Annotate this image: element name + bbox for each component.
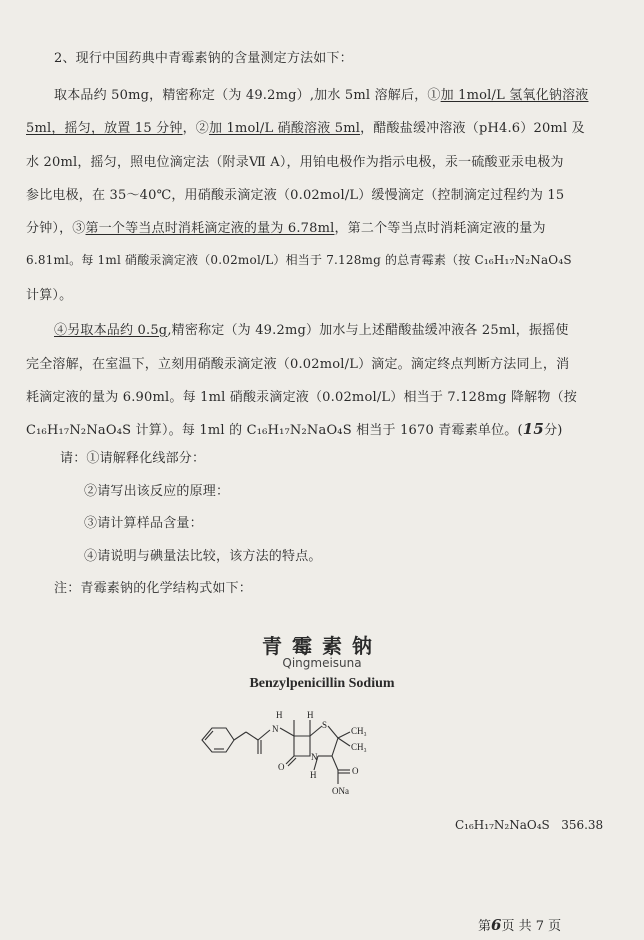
paragraph-2-line-2: 完全溶解，在室温下，立刻用硝酸汞滴定液（0.02mol/L）滴定。滴定终点判断方法同上，消 (26, 357, 570, 372)
question-1: 请：①请解释化线部分： (60, 451, 206, 466)
lactam-co-double-bond (288, 758, 296, 766)
text-span: C₁₆H₁₇N₂NaO₄S 计算）。每 1ml 的 C₁₆H₁₇N₂NaO₄S 相当于 1670 青霉素单位。( (26, 423, 523, 438)
atom-label: O (352, 766, 359, 776)
total-pages: 7 (535, 919, 545, 934)
paragraph-1-line-3: 水 20ml，摇匀，照电位滴定法（附录Ⅶ A），用铂电极作为指示电极，汞一硫酸亚汞电极为 (26, 155, 564, 170)
compound-name-cn: 青霉素钠 (262, 634, 382, 658)
molecular-weight: 356.38 (561, 818, 604, 832)
beta-lactam-ring (294, 736, 310, 756)
underlined-phrase-2: 5ml，摇匀，放置 15 分钟 (26, 121, 183, 136)
atom-label: CH₃ (351, 726, 367, 736)
footer-text: 页 共 (501, 919, 532, 934)
text-span: 分) (544, 423, 563, 438)
methyl-bond (338, 738, 350, 746)
underlined-phrase-5: ④另取本品约 0.5g (54, 323, 168, 338)
atom-label: ONa (332, 786, 349, 796)
paragraph-2-line-3: 耗滴定液的量为 6.90ml。每 1ml 硝酸汞滴定液（0.02mol/L）相当于 7.128mg 降解物（按 (26, 390, 577, 405)
amide-bond (258, 730, 270, 740)
paragraph-1-line-1 (54, 84, 588, 103)
question-2: ②请写出该反应的原理： (84, 484, 230, 499)
formula-text: C₁₆H₁₇N₂NaO₄S (455, 818, 550, 832)
paragraph-1-line-5 (26, 217, 546, 236)
atom-label: N (272, 724, 279, 734)
paragraph-1-line-2 (26, 117, 585, 136)
atom-label: O (278, 762, 285, 772)
penicillin-structure-diagram (190, 700, 390, 800)
paragraph-2-line-4 (26, 419, 563, 438)
lactam-co-bond (286, 756, 294, 764)
current-page: 6 (491, 916, 502, 934)
question-3: ③请计算样品含量： (84, 516, 203, 531)
text-span: ，② (182, 121, 209, 136)
molecular-formula (455, 818, 603, 832)
thiazolidine-bond (332, 738, 338, 756)
paragraph-1-line-4: 参比电极，在 35～40℃，用硝酸汞滴定液（0.02mol/L）缓慢滴定（控制滴定过程约为 15 (26, 188, 565, 203)
lactam-bond (280, 728, 294, 736)
atom-label: S (322, 720, 328, 730)
carboxyl-bond (332, 756, 338, 770)
ch2-bond (234, 732, 246, 740)
footer-text: 页 (548, 919, 562, 934)
text-span: ,精密称定（为 49.2mg）加水与上述醋酸盐缓冲液各 25ml，振摇使 (167, 323, 569, 338)
paragraph-2-line-1 (54, 319, 569, 338)
paragraph-1-line-7: 计算）。 (26, 288, 73, 303)
question-heading: 2、现行中国药典中青霉素钠的含量测定方法如下： (54, 51, 353, 66)
carbonyl-bond (246, 732, 258, 740)
atom-label: H (307, 710, 314, 720)
text-span: ，第二个等当点时消耗滴定液的量为 (334, 221, 546, 236)
underlined-phrase-3: 加 1mol/L 硝酸溶液 5ml (208, 121, 361, 136)
atom-label: N (311, 752, 318, 762)
thiazolidine-bond (328, 726, 338, 738)
atom-label: CH₃ (351, 742, 367, 752)
paragraph-1-line-6: 6.81ml。每 1ml 硝酸汞滴定液（0.02mol/L）相当于 7.128mg 的总青霉素（按 C₁₆H₁₇N₂NaO₄S (26, 253, 572, 267)
atom-label: H (310, 770, 317, 780)
question-4: ④请说明与碘量法比较，该方法的特点。 (84, 549, 322, 564)
footer-text: 第 (478, 919, 492, 934)
benzene-ring (202, 728, 234, 752)
methyl-bond (338, 732, 350, 738)
compound-name-en: Benzylpenicillin Sodium (249, 676, 395, 691)
atom-label: H (276, 710, 283, 720)
page-footer (478, 915, 561, 934)
handwritten-score: 15 (522, 420, 545, 438)
text-span: ，醋酸盐缓冲溶液（pH4.6）20ml 及 (360, 121, 585, 136)
underlined-phrase-1: 加 1mol/L 氢氧化钠溶液 (440, 88, 589, 103)
text-span: 分钟），③ (26, 221, 86, 236)
thiazolidine-bond (310, 726, 322, 736)
underlined-phrase-4: 第一个等当点时消耗滴定液的量为 6.78ml (85, 221, 335, 236)
structure-note: 注：青霉素钠的化学结构式如下： (54, 581, 253, 596)
compound-pinyin: Qingmeisuna (282, 656, 362, 670)
text-span: 取本品约 50mg，精密称定（为 49.2mg）,加水 5ml 溶解后，① (54, 88, 441, 103)
